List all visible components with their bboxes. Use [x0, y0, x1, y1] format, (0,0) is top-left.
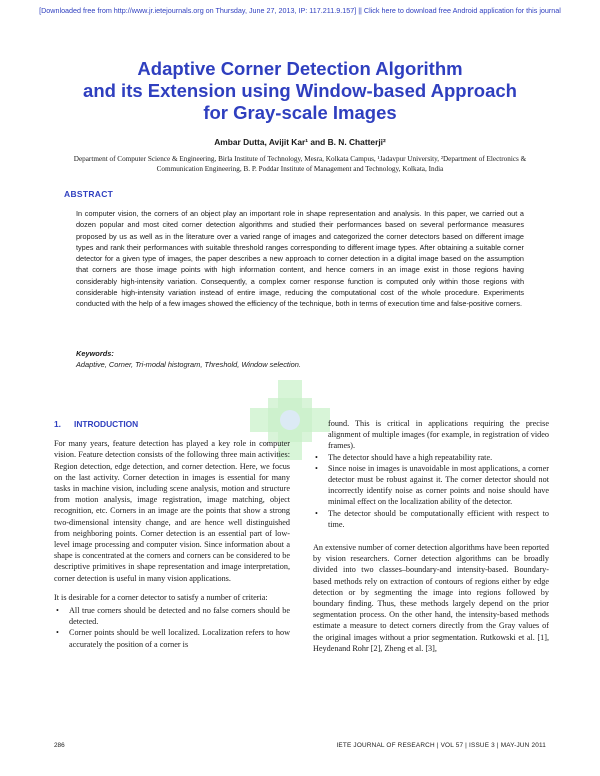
- list-item: • The detector should be computationally efficient with respect to time.: [313, 508, 549, 530]
- right-column: [313, 418, 549, 662]
- download-banner[interactable]: [Downloaded free from http://www.jr.ietejournals.org on Thursday, June 27, 2013, IP: 117.211.9.157] || Click here to download free Android application for this journal: [39, 6, 561, 15]
- journal-info: IETE JOURNAL OF RESEARCH | VOL 57 | ISSUE 3 | MAY-JUN 2011: [336, 742, 546, 749]
- title-line-1: Adaptive Corner Detection Algorithm: [137, 58, 463, 79]
- intro-heading: [54, 419, 290, 430]
- list-item: • Corner points should be well localized. Localization refers to how accurately the position of a corner is: [54, 627, 290, 649]
- authors: Ambar Dutta, Avijit Kar¹ and B. N. Chatterji²: [214, 137, 386, 147]
- title-line-2: and its Extension using Window-based Approach: [83, 80, 517, 101]
- left-column: [54, 419, 290, 650]
- page-footer: [54, 742, 546, 754]
- abstract-text: In computer vision, the corners of an object play an important role in shape representation and analysis. In this paper, we carried out a dozen popular and most cited corner detection algorithms and studied their performances based on several performance measures proposed by us as well as in the literature over a varied range of images and categorized the corner detectors based on different image types and rank their performances with suitable threshold ranges corresponding to different image types. After obtaining a suitable corner detector for a given type of images, the paper describes a new approach to corner detection in a digital image based on the assumption that corners are those image points with high information content, and hence corners in an image exist in those regions having considerably high-intensity variation. Consequently, a complex corner response function is computed only within those regions with considerable high-intensity variation instead of entire image, reducing the computational cost of the whole procedure. Experiments conducted with the help of a few images showed the efficiency of the technique, both in terms of execution time and false-positive corners.: [76, 209, 524, 309]
- list-item: • All true corners should be detected and no false corners should be detected.: [54, 605, 290, 627]
- paper-title: [40, 58, 560, 124]
- intro-paragraph-2: It is desirable for a corner detector to satisfy a number of criteria:: [54, 592, 268, 602]
- list-item: • The detector should have a high repeatability rate.: [313, 452, 549, 463]
- abstract-heading: ABSTRACT: [64, 189, 114, 199]
- intro-title: INTRODUCTION: [74, 419, 139, 429]
- keywords-heading: Keywords:: [76, 349, 114, 358]
- title-line-3: for Gray-scale Images: [203, 102, 397, 123]
- criteria-list-right: [313, 452, 549, 530]
- intro-paragraph-3: An extensive number of corner detection algorithms have been reported by vision researchers. Corner detection algorithms can be broadly divided into two classes–boundary-and intensity-based. Boundary-based methods rely on extraction of contours of regions either by edge detection or by segmenting the image into regions followed by boundary finding. Thus, these methods largely depend on the prior segmentation process. On the other hand, the intensity-based methods estimate a measure to detect corners directly from the Gray values of the original images without a prior segmentation. Rutkowski et al. [1], Heydenand Rohr [2], Zheng et al. [3],: [313, 543, 549, 653]
- intro-number: 1.: [54, 419, 61, 429]
- criteria-list-left: [54, 605, 290, 650]
- intro-paragraph-1: For many years, feature detection has played a key role in computer vision. Feature detection consists of the following three main activities: Region detection, edge detection, and corner detection. Here, we focus on the last activity. Corner detection in images is essential for many tasks in machine vision, including scene analysis, motion and structure from motion analysis, image registration, image matching, object recognition, etc. Corners in an image are the points that show a strong two-dimensional intensity change, and are hence well distinguished from neighboring points. Corner detection is an essential part of low-level image processing and computer vision. Since information about a shape is concentrated at the corners and corners can be considered to be descriptive primitives in shape representation and image interpretation, corner detection is useful in many vision applications.: [54, 439, 290, 583]
- keywords-text: Adaptive, Corner, Tri-modal histogram, Threshold, Window selection.: [76, 360, 301, 369]
- affiliation: Department of Computer Science & Engineering, Birla Institute of Technology, Mesra, Kolkata Campus, ¹Jadavpur University, ²Department of Electronics & Communication Engineering, B. P. Poddar Institute of Management and Technology, Kolkata, India: [73, 155, 527, 173]
- list-item: • Since noise in images is unavoidable in most applications, a corner detector must be robust against it. The corner detector should not incorrectly identify noise as corner points and noise should have minimal effect on the localization ability of the detector.: [313, 463, 549, 508]
- bullet-continuation: found. This is critical in applications requiring the precise alignment of multiple images (for example, in registration of video frames).: [328, 419, 549, 451]
- page-number: 286: [54, 742, 65, 749]
